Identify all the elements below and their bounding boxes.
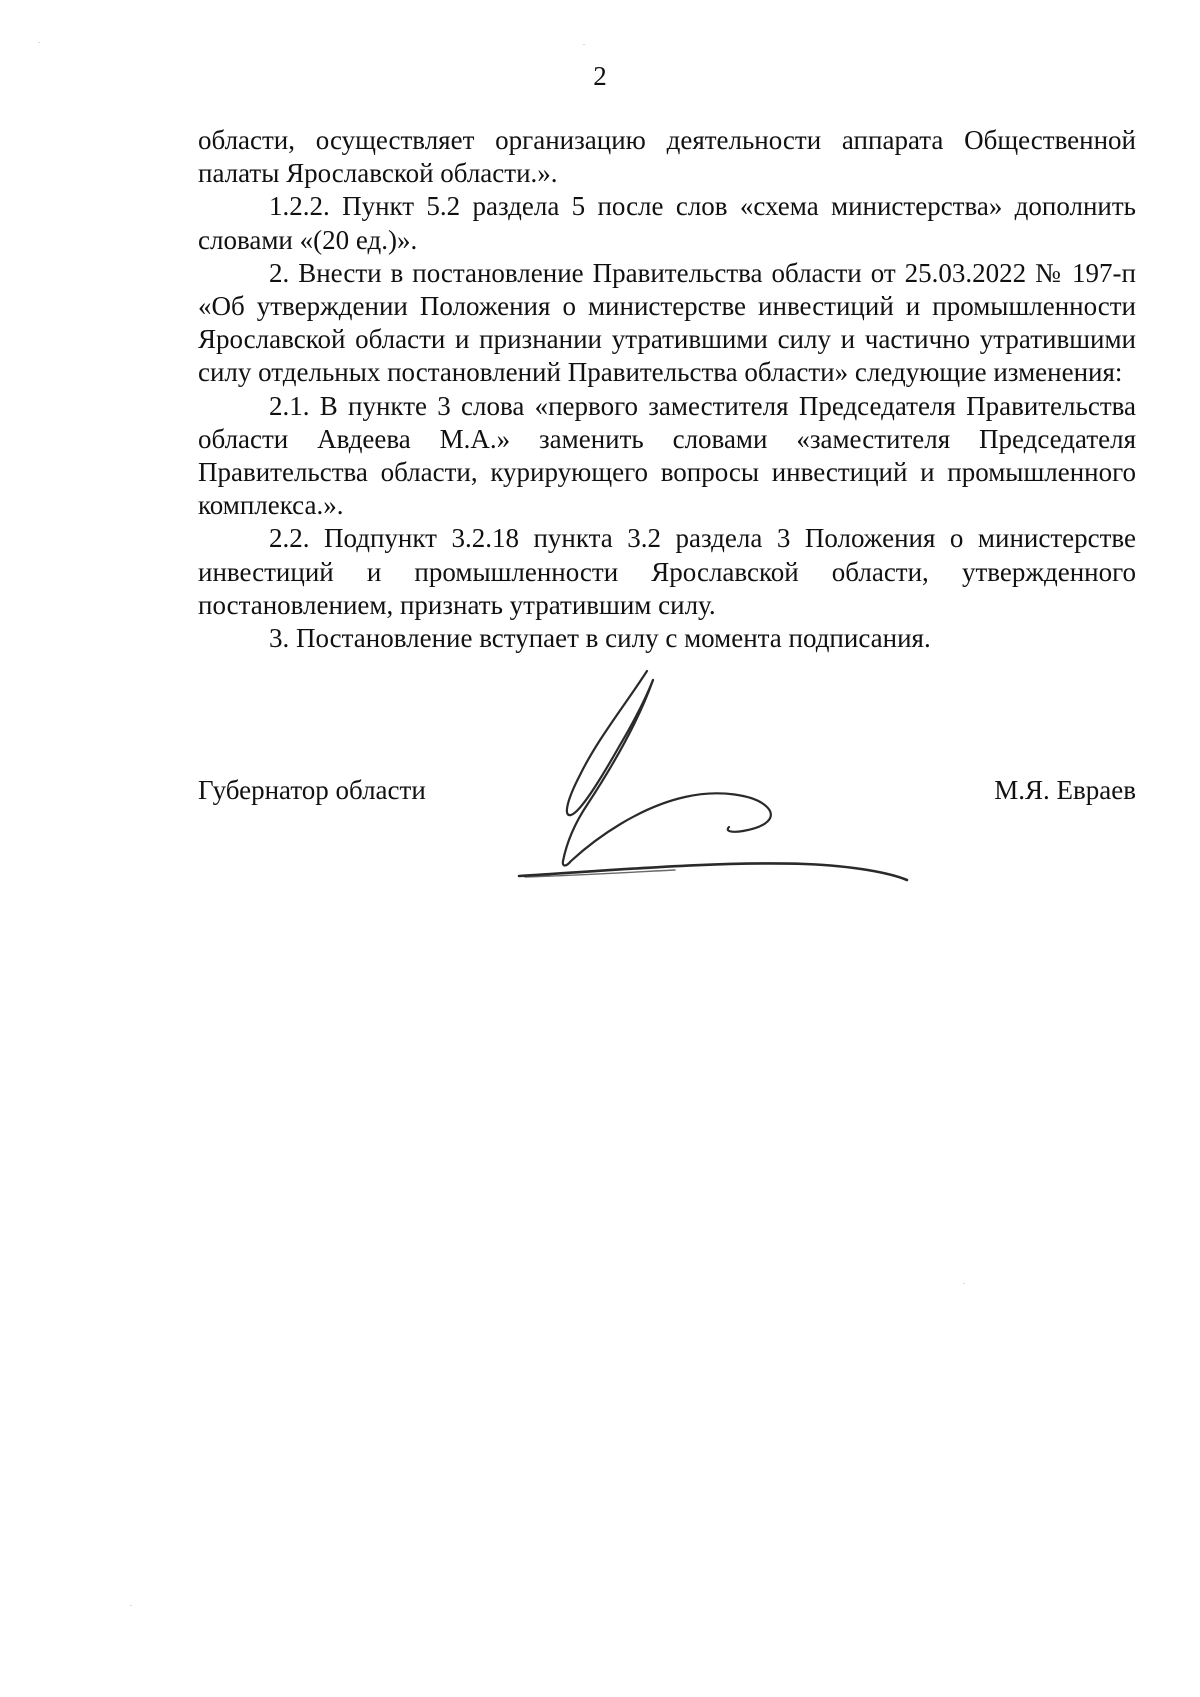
handwritten-signature [505, 665, 925, 895]
paragraph-1: области, осуществляет организацию деятельности аппарата Общественной палаты Ярославской области.». [198, 125, 1136, 189]
scan-speck [38, 42, 40, 43]
paragraph-2-2: 2.2. Подпункт 3.2.18 пункта 3.2 раздела 3 Положения о министерстве инвестиций и промышленности Ярославской области, утвержденного постановлением, признать утратившим силу. [198, 523, 1136, 620]
paragraph-1-2-2: 1.2.2. Пункт 5.2 раздела 5 после слов «схема министерства» дополнить словами «(20 ед.)». [198, 191, 1136, 255]
page-number: 2 [593, 61, 607, 91]
paragraph-2: 2. Внести в постановление Правительства области от 25.03.2022 № 197-п «Об утверждении Положения о министерстве инвестиций и промышленности Ярославской области и признании утратившими силу и частично утратившими силу отдельных постановлений Правительства области» следующие изменения: [198, 257, 1136, 388]
scan-speck [583, 44, 585, 45]
signer-name: М.Я. Евраев [994, 775, 1136, 805]
paragraph-2-1: 2.1. В пункте 3 слова «первого заместителя Председателя Правительства области Авдеева М.А.» заменить словами «заместителя Председателя Правительства области, курирующего вопросы инвестиций и промышленного комплекса.». [198, 390, 1136, 521]
signer-position: Губернатор области [198, 775, 426, 805]
paragraph-3: 3. Постановление вступает в силу с момента подписания. [269, 623, 931, 654]
document-body [198, 124, 1136, 655]
scan-speck [130, 1605, 132, 1606]
scan-speck [963, 1283, 965, 1284]
